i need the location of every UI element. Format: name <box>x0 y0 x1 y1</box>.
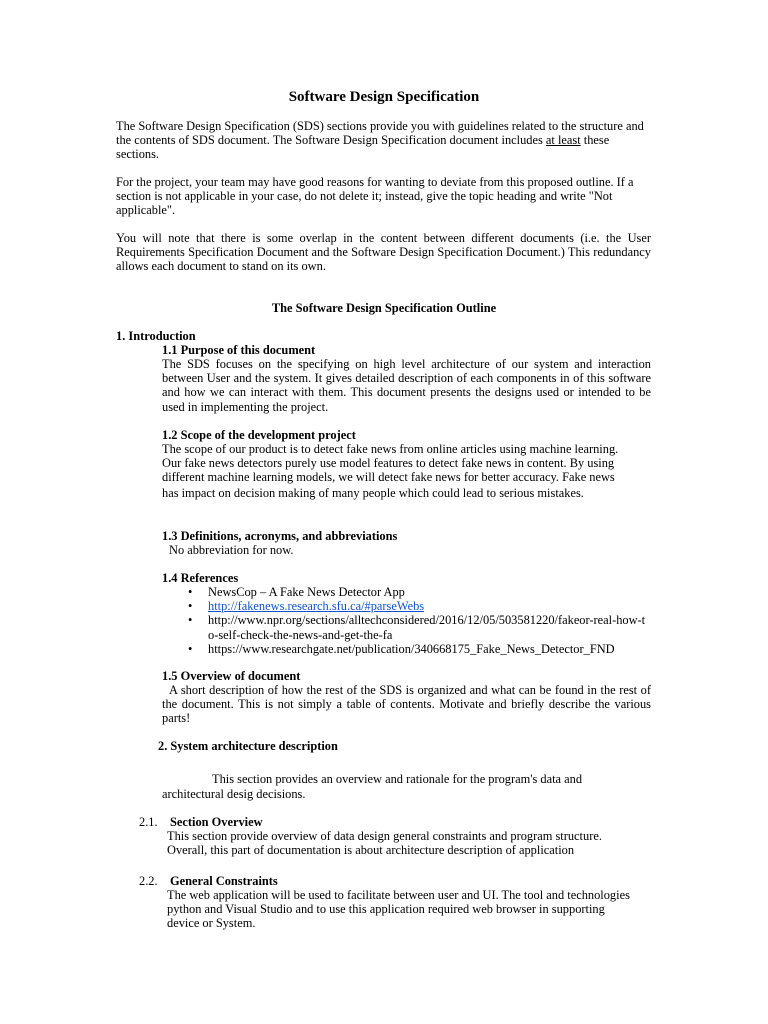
section-2-1-heading-row <box>139 815 263 829</box>
section-2-1-number: 2.1. <box>139 815 158 829</box>
scope-line: Our fake news detectors purely use model features to detect fake news in content. By using <box>162 456 615 471</box>
section-2-intro-line-2: architectural desig decisions. <box>162 787 306 801</box>
section-2-heading: 2. System architecture description <box>158 739 338 753</box>
intro-p1-text: The Software Design Specification (SDS) sections provide you with guidelines related to the structure and the contents of SDS document. The Software Design Specification document includes <box>116 119 644 148</box>
section-1-3-text: No abbreviation for now. <box>169 543 294 557</box>
section-1-4-heading: 1.4 References <box>162 571 239 585</box>
constraints-line: device or System. <box>167 916 256 931</box>
section-2-2-number: 2.2. <box>139 874 158 888</box>
section-2-1-heading: Section Overview <box>170 815 263 829</box>
section-1-1-heading: 1.1 Purpose of this document <box>162 343 316 357</box>
section-2-2-text <box>167 888 657 931</box>
section-1-3-heading: 1.3 Definitions, acronyms, and abbreviations <box>162 529 398 543</box>
intro-p1-emphasis: at least <box>545 133 581 148</box>
section-1-5-text: A short description of how the rest of the SDS is organized and what can be found in the rest of the document. This is not simply a table of contents. Motivate and briefly describe the various parts! <box>162 683 651 726</box>
overview-line: Overall, this part of documentation is about architecture description of application <box>167 843 575 858</box>
scope-line: has impact on decision making of many people which could lead to serious mistakes. <box>162 485 584 500</box>
section-2-1-text <box>167 829 657 857</box>
section-1-2-heading: 1.2 Scope of the development project <box>162 428 356 442</box>
section-1-2-text <box>162 442 662 500</box>
constraints-line: The web application will be used to facilitate between user and UI. The tool and technologies <box>167 888 630 902</box>
section-2-2-heading: General Constraints <box>170 874 278 888</box>
reference-item: • http://www.npr.org/sections/alltechconsidered/2016/12/05/503581220/fakeor-real-how-to-self-check-the-news-and-get-the-fa <box>162 613 651 641</box>
references-list <box>162 585 651 656</box>
intro-paragraph-2: For the project, your team may have good reasons for wanting to deviate from this proposed outline. If a section is not applicable in your case, do not delete it; instead, give the topic heading and write "Not applicable". <box>116 175 634 218</box>
reference-item[interactable] <box>162 599 651 613</box>
constraints-line: python and Visual Studio and to use this application required web browser in supporting <box>167 902 605 917</box>
section-1-1-text: The SDS focuses on the specifying on high level architecture of our system and interaction between User and the system. It gives detailed description of each components in of this software and how we can interact with them. This document presents the designs used or intended to be used in implementing the project. <box>162 357 651 414</box>
section-1-heading: 1. Introduction <box>116 329 196 343</box>
intro-paragraph-1 <box>116 119 651 162</box>
intro-paragraph-3: You will note that there is some overlap in the content between different documents (i.e. the User Requirements Specification Document and the Software Design Specification Document.) This redundancy allows each document to stand on its own. <box>116 231 651 274</box>
scope-line: different machine learning models, we will detect fake news for better accuracy. Fake news <box>162 470 615 485</box>
document-title: Software Design Specification <box>288 89 480 105</box>
section-2-2-heading-row <box>139 874 278 888</box>
outline-title: The Software Design Specification Outline <box>271 301 497 315</box>
reference-link[interactable]: http://fakenews.research.sfu.ca/#parseWebs <box>208 599 425 614</box>
intro-p1-text-end: these sections. <box>116 133 610 162</box>
reference-item: • https://www.researchgate.net/publication/340668175_Fake_News_Detector_FND <box>162 642 651 656</box>
scope-line: The scope of our product is to detect fake news from online articles using machine learning. <box>162 442 619 456</box>
reference-item: • NewsCop – A Fake News Detector App <box>162 585 651 599</box>
overview-line: This section provide overview of data design general constraints and program structure. <box>167 829 602 843</box>
section-2-intro-line-1: This section provides an overview and rationale for the program's data and <box>212 772 583 786</box>
section-1-5-heading: 1.5 Overview of document <box>162 669 301 683</box>
